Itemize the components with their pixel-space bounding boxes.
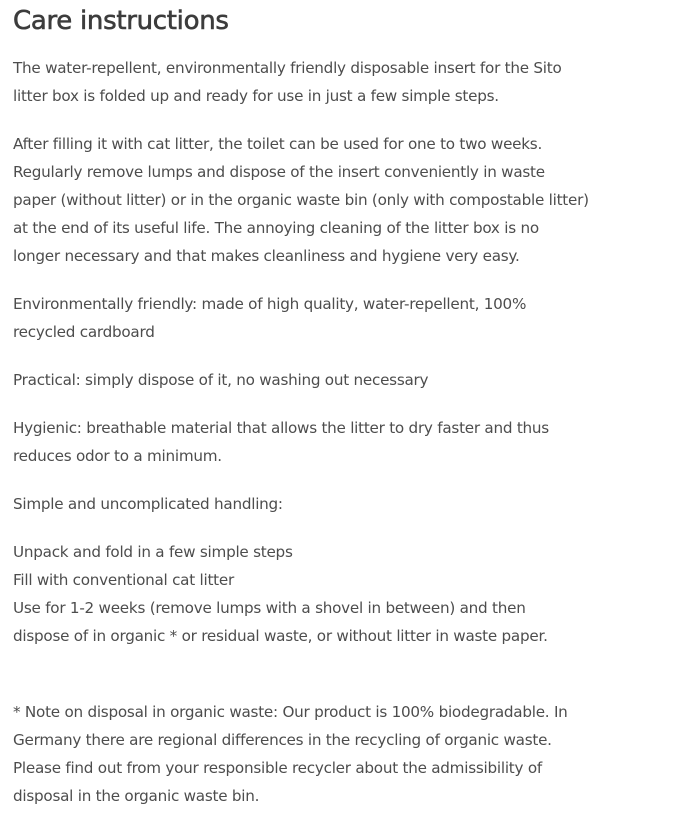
text-line: Germany there are regional differences in the recycling of organic waste. <box>13 731 552 749</box>
text-line: Environmentally friendly: made of high quality, water-repellent, 100% <box>13 295 527 313</box>
step-item: Use for 1-2 weeks (remove lumps with a shovel in between) and then <box>13 599 526 617</box>
text-line: Please find out from your responsible recycler about the admissibility of <box>13 759 542 777</box>
text-line: * Note on disposal in organic waste: Our product is 100% biodegradable. In <box>13 703 568 721</box>
text-line: paper (without litter) or in the organic waste bin (only with compostable litter) <box>13 191 589 209</box>
text-line: litter box is folded up and ready for use in just a few simple steps. <box>13 87 499 105</box>
handling-steps <box>13 538 673 650</box>
intro-paragraph <box>13 54 673 110</box>
text-line: disposal in the organic waste bin. <box>13 787 260 805</box>
step-item: Fill with conventional cat litter <box>13 571 234 589</box>
page-title: Care instructions <box>13 6 229 36</box>
text-line: Regularly remove lumps and dispose of the insert conveniently in waste <box>13 163 545 181</box>
handling-heading <box>13 490 673 518</box>
usage-paragraph <box>13 130 673 270</box>
text-line: After filling it with cat litter, the toilet can be used for one to two weeks. <box>13 135 543 153</box>
text-line: longer necessary and that makes cleanliness and hygiene very easy. <box>13 247 520 265</box>
text-line: recycled cardboard <box>13 323 155 341</box>
feature-practical <box>13 366 673 394</box>
text-line: Hygienic: breathable material that allows the litter to dry faster and thus <box>13 419 549 437</box>
text-line: Simple and uncomplicated handling: <box>13 495 283 513</box>
text-line: at the end of its useful life. The annoying cleaning of the litter box is no <box>13 219 539 237</box>
text-line: Practical: simply dispose of it, no washing out necessary <box>13 371 429 389</box>
text-line: The water-repellent, environmentally friendly disposable insert for the Sito <box>13 59 562 77</box>
feature-hygienic <box>13 414 673 470</box>
step-item: Unpack and fold in a few simple steps <box>13 543 293 561</box>
text-line: reduces odor to a minimum. <box>13 447 222 465</box>
step-item: dispose of in organic * or residual waste, or without litter in waste paper. <box>13 627 548 645</box>
disposal-note <box>13 698 673 810</box>
feature-environmental <box>13 290 673 346</box>
care-instructions-body <box>13 54 673 810</box>
